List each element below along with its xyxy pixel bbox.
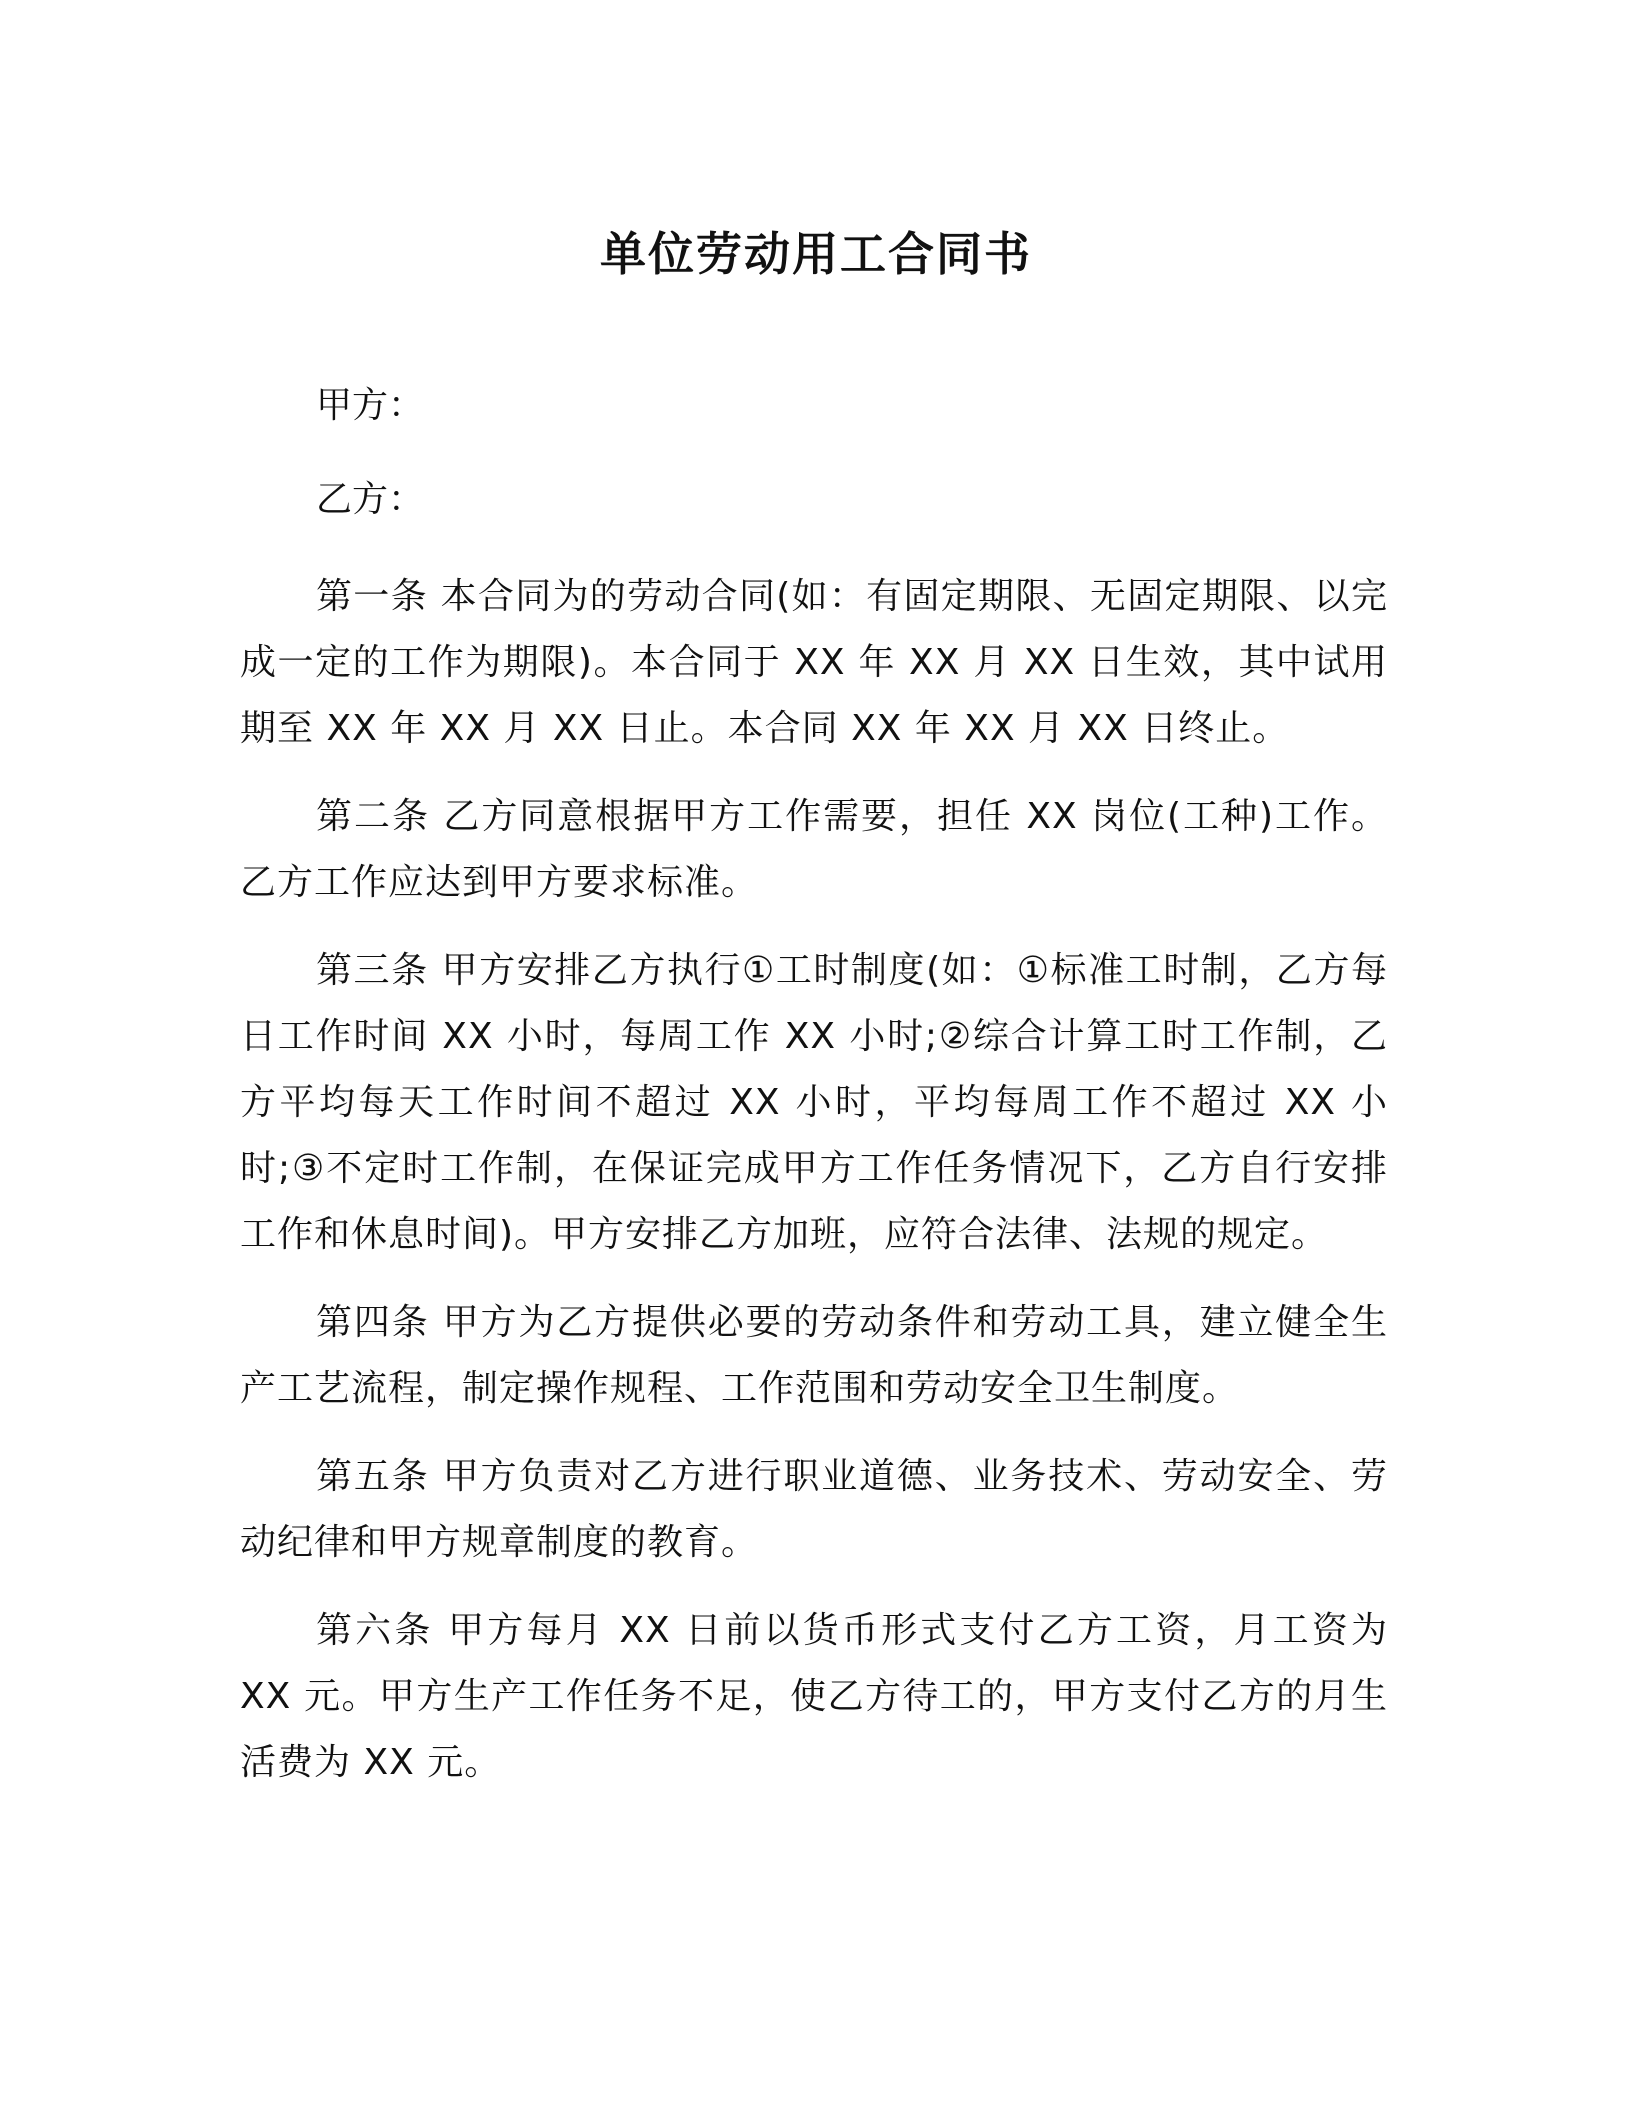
article-5: 第五条 甲方负责对乙方进行职业道德、业务技术、劳动安全、劳动纪律和甲方规章制度的教育。 [240, 1456, 1388, 1563]
article-3: 第三条 甲方安排乙方执行①工时制度(如：①标准工时制，乙方每日工作时间 XX 小时，每周工作 XX 小时;②综合计算工时工作制，乙方平均每天工作时间不超过 XX 小时，平均每周工作不超过 XX 小时;③不定时工作制，在保证完成甲方工作任务情况下，乙方自行安排工作和休息时间)。甲方安排乙方加班，应符合法律、法规的规定。 [240, 950, 1388, 1255]
article-6: 第六条 甲方每月 XX 日前以货币形式支付乙方工资，月工资为 XX 元。甲方生产工作任务不足，使乙方待工的，甲方支付乙方的月生活费为 XX 元。 [240, 1610, 1388, 1783]
document-title: 单位劳动用工合同书 [600, 227, 1032, 281]
article-4: 第四条 甲方为乙方提供必要的劳动条件和劳动工具，建立健全生产工艺流程，制定操作规程、工作范围和劳动安全卫生制度。 [240, 1302, 1388, 1409]
article-1: 第一条 本合同为的劳动合同(如：有固定期限、无固定期限、以完成一定的工作为期限)。本合同于 XX 年 XX 月 XX 日生效，其中试用期至 XX 年 XX 月 XX 日止。本合同 XX 年 XX 月 XX 日终止。 [240, 576, 1388, 749]
party-b-line: 乙方： [316, 479, 425, 520]
document-body [240, 376, 1388, 1818]
article-2: 第二条 乙方同意根据甲方工作需要，担任 XX 岗位(工种)工作。乙方工作应达到甲方要求标准。 [240, 796, 1388, 903]
party-a-line: 甲方： [316, 385, 425, 426]
